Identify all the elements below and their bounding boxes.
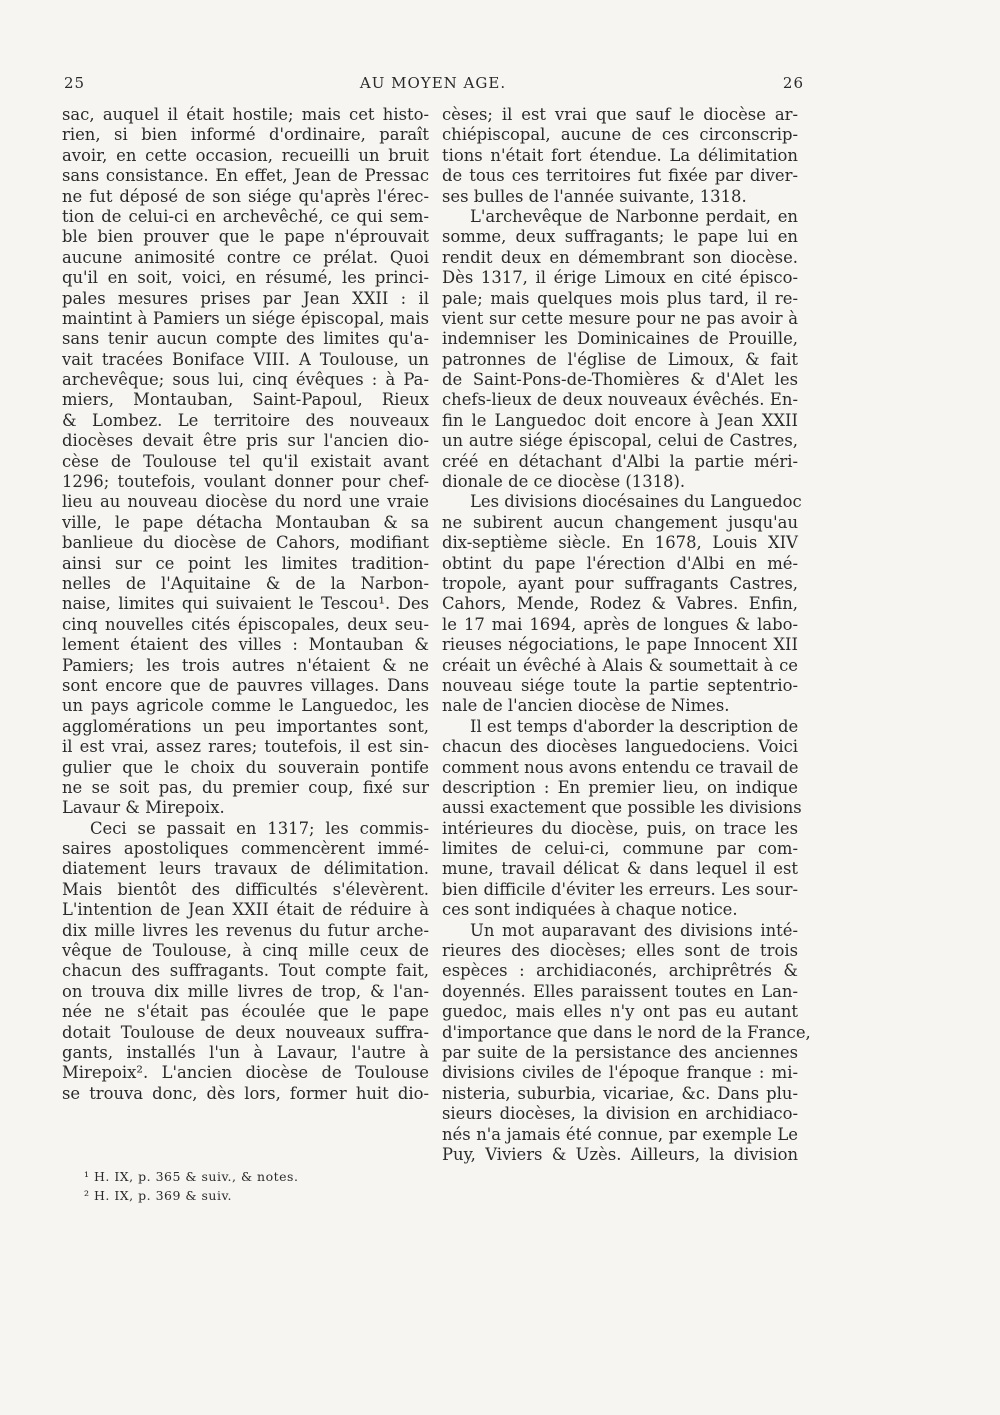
text-line: Les divisions diocésaines du Languedoc (470, 492, 802, 512)
text-line: nisteria, suburbia, vicariae, &c. Dans plu- (442, 1083, 798, 1103)
text-line: divisions civiles de l'époque franque : mi- (442, 1063, 798, 1083)
text-line: nouveau siége toute la partie septentrio- (442, 675, 798, 695)
running-header (62, 74, 804, 96)
footnote: ² H. IX, p. 369 & suiv. (84, 1188, 233, 1203)
text-line: tion de celui-ci en archevêché, ce qui sem- (62, 206, 429, 226)
text-line: Ceci se passait en 1317; les commis- (90, 818, 429, 838)
text-line: dionale de ce diocèse (1318). (442, 472, 686, 492)
text-line: il est vrai, assez rares; toutefois, il est sin- (62, 737, 429, 757)
text-line: intérieures du diocèse, puis, on trace les (442, 818, 798, 838)
text-line: Cahors, Mende, Rodez & Vabres. Enfin, (442, 594, 798, 614)
text-line: tions n'était fort étendue. La délimitation (442, 145, 798, 165)
page-number-left: 25 (64, 74, 86, 92)
text-line: lieu au nouveau diocèse du nord une vraie (62, 492, 429, 512)
text-line: nale de l'ancien diocèse de Nimes. (442, 696, 730, 716)
text-line: chacun des diocèses languedociens. Voici (442, 737, 798, 757)
text-line: sans tenir aucun compte des limites qu'a- (62, 329, 429, 349)
text-line: lement étaient des villes : Montauban & (62, 635, 429, 655)
text-line: Lavaur & Mirepoix. (62, 798, 225, 818)
text-line: dotait Toulouse de deux nouveaux suffra- (62, 1022, 429, 1042)
text-line: somme, deux suffragants; le pape lui en (442, 227, 798, 247)
text-line: Mais bientôt des difficultés s'élevèrent. (62, 879, 429, 899)
text-line: fin le Languedoc doit encore à Jean XXII (442, 410, 798, 430)
text-line: nelles de l'Aquitaine & de la Narbon- (62, 573, 429, 593)
text-line: nés n'a jamais été connue, par exemple Le (442, 1124, 798, 1144)
text-line: Il est temps d'aborder la description de (470, 716, 799, 736)
text-line: pale; mais quelques mois plus tard, il re- (442, 288, 798, 308)
text-line: qu'il en soit, voici, en résumé, les princi- (62, 268, 429, 288)
text-line: vient sur cette mesure pour ne pas avoir à (442, 308, 798, 328)
text-line: & Lombez. Le territoire des nouveaux (62, 410, 429, 430)
text-line: dix-septième siècle. En 1678, Louis XIV (442, 533, 798, 553)
text-line: Puy, Viviers & Uzès. Ailleurs, la division (442, 1144, 798, 1164)
left-column (62, 105, 429, 1104)
text-line: ses bulles de l'année suivante, 1318. (442, 186, 747, 206)
footnotes (84, 1167, 404, 1205)
text-line: dix mille livres les revenus du futur arche- (62, 920, 429, 940)
text-line: chacun des suffragants. Tout compte fait, (62, 961, 429, 981)
footnote: ¹ H. IX, p. 365 & suiv., & notes. (84, 1169, 299, 1184)
text-line: obtint du pape l'érection d'Albi en mé- (442, 553, 798, 573)
text-line: comment nous avons entendu ce travail de (442, 757, 799, 777)
text-line: patronnes de l'église de Limoux, & fait (442, 349, 798, 369)
text-line: indemniser les Dominicaines de Prouille, (442, 329, 798, 349)
text-line: le 17 mai 1694, après de longues & labo- (442, 614, 798, 634)
text-line: Mirepoix². L'ancien diocèse de Toulouse (62, 1063, 429, 1083)
text-line: ville, le pape détacha Montauban & sa (62, 512, 429, 532)
text-line: créé en détachant d'Albi la partie méri- (442, 451, 798, 471)
text-line: limites de celui-ci, commune par com- (442, 839, 798, 859)
text-line: aucune animosité contre ce prélat. Quoi (62, 247, 429, 267)
text-line: gants, installés l'un à Lavaur, l'autre à (62, 1042, 429, 1062)
text-line: L'intention de Jean XXII était de réduire à (62, 900, 429, 920)
text-line: de tous ces territoires fut fixée par diver- (442, 166, 798, 186)
text-line: vêque de Toulouse, à cinq mille ceux de (62, 941, 429, 961)
text-line: on trouva dix mille livres de trop, & l'an- (62, 981, 429, 1001)
text-line: vait tracées Boniface VIII. A Toulouse, un (62, 349, 429, 369)
text-line: rendit deux en démembrant son diocèse. (442, 247, 798, 267)
text-line: description : En premier lieu, on indique (442, 777, 798, 797)
text-line: ne subirent aucun changement jusqu'au (442, 512, 798, 532)
text-line: rien, si bien informé d'ordinaire, paraît (62, 125, 429, 145)
text-line: 1296; toutefois, voulant donner pour chef- (62, 472, 429, 492)
text-line: pales mesures prises par Jean XXII : il (62, 288, 429, 308)
text-line: Un mot auparavant des divisions inté- (470, 920, 798, 940)
right-column (442, 105, 811, 1165)
text-line: miers, Montauban, Saint-Papoul, Rieux (62, 390, 429, 410)
text-line: sans consistance. En effet, Jean de Pressac (62, 166, 429, 186)
text-line: chefs-lieux de deux nouveaux évêchés. En- (442, 390, 798, 410)
text-line: se trouva donc, dès lors, former huit dio- (62, 1083, 429, 1103)
text-line: de Saint-Pons-de-Thomières & d'Alet les (442, 370, 798, 390)
text-line: ne se soit pas, du premier coup, fixé sur (62, 777, 429, 797)
text-line: un autre siége épiscopal, celui de Castres, (442, 431, 798, 451)
text-line: un pays agricole comme le Languedoc, les (62, 696, 429, 716)
text-line: rieuses négociations, le pape Innocent XII (442, 635, 798, 655)
text-line: guedoc, mais elles n'y ont pas eu autant (442, 1002, 798, 1022)
text-line: mune, travail délicat & dans lequel il est (442, 859, 798, 879)
text-line: sont encore que de pauvres villages. Dans (62, 675, 429, 695)
running-title: AU MOYEN AGE. (359, 74, 507, 92)
text-line: ne fut déposé de son siége qu'après l'érec- (62, 186, 429, 206)
text-line: cinq nouvelles cités épiscopales, deux seu- (62, 614, 429, 634)
text-line: cèses; il est vrai que sauf le diocèse ar- (442, 105, 798, 124)
text-line: ble bien prouver que le pape n'éprouvait (62, 227, 429, 247)
text-line: sac, auquel il était hostile; mais cet histo- (62, 105, 429, 124)
text-line: maintint à Pamiers un siége épiscopal, mais (62, 308, 429, 328)
text-line: Pamiers; les trois autres n'étaient & ne (62, 655, 429, 675)
text-line: espèces : archidiaconés, archiprêtrés & (442, 961, 798, 981)
text-line: agglomérations un peu importantes sont, (62, 716, 429, 736)
text-line: L'archevêque de Narbonne perdait, en (470, 206, 798, 226)
text-line: Dès 1317, il érige Limoux en cité épisco- (442, 268, 798, 288)
text-line: diatement leurs travaux de délimitation. (62, 859, 429, 879)
text-line: ainsi sur ce point les limites tradition- (62, 553, 429, 573)
text-line: aussi exactement que possible les divisions (442, 798, 802, 818)
page-number-right: 26 (782, 74, 804, 92)
text-line: saires apostoliques commencèrent immé- (62, 839, 429, 859)
text-line: diocèses devait être pris sur l'ancien dio- (62, 431, 429, 451)
text-line: rieures des diocèses; elles sont de trois (442, 941, 798, 961)
text-line: gulier que le choix du souverain pontife (62, 757, 429, 777)
text-line: doyennés. Elles paraissent toutes en Lan- (442, 981, 798, 1001)
text-line: d'importance que dans le nord de la France, (442, 1022, 811, 1042)
text-line: sieurs diocèses, la division en archidiaco- (442, 1104, 798, 1124)
text-line: par suite de la persistance des anciennes (442, 1042, 798, 1062)
text-line: banlieue du diocèse de Cahors, modifiant (62, 533, 429, 553)
text-line: née ne s'était pas écoulée que le pape (62, 1002, 429, 1022)
text-line: créait un évêché à Alais & soumettait à ce (442, 655, 798, 675)
text-line: ces sont indiquées à chaque notice. (442, 900, 738, 920)
text-line: naise, limites qui suivaient le Tescou¹. Des (62, 594, 429, 614)
text-line: avoir, en cette occasion, recueilli un bruit (62, 145, 429, 165)
text-line: bien difficile d'éviter les erreurs. Les sour- (442, 879, 798, 899)
text-line: tropole, ayant pour suffragants Castres, (442, 573, 798, 593)
text-line: archevêque; sous lui, cinq évêques : à Pa- (62, 370, 429, 390)
text-line: chiépiscopal, aucune de ces circonscrip- (442, 125, 798, 145)
text-line: cèse de Toulouse tel qu'il existait avant (62, 451, 429, 471)
